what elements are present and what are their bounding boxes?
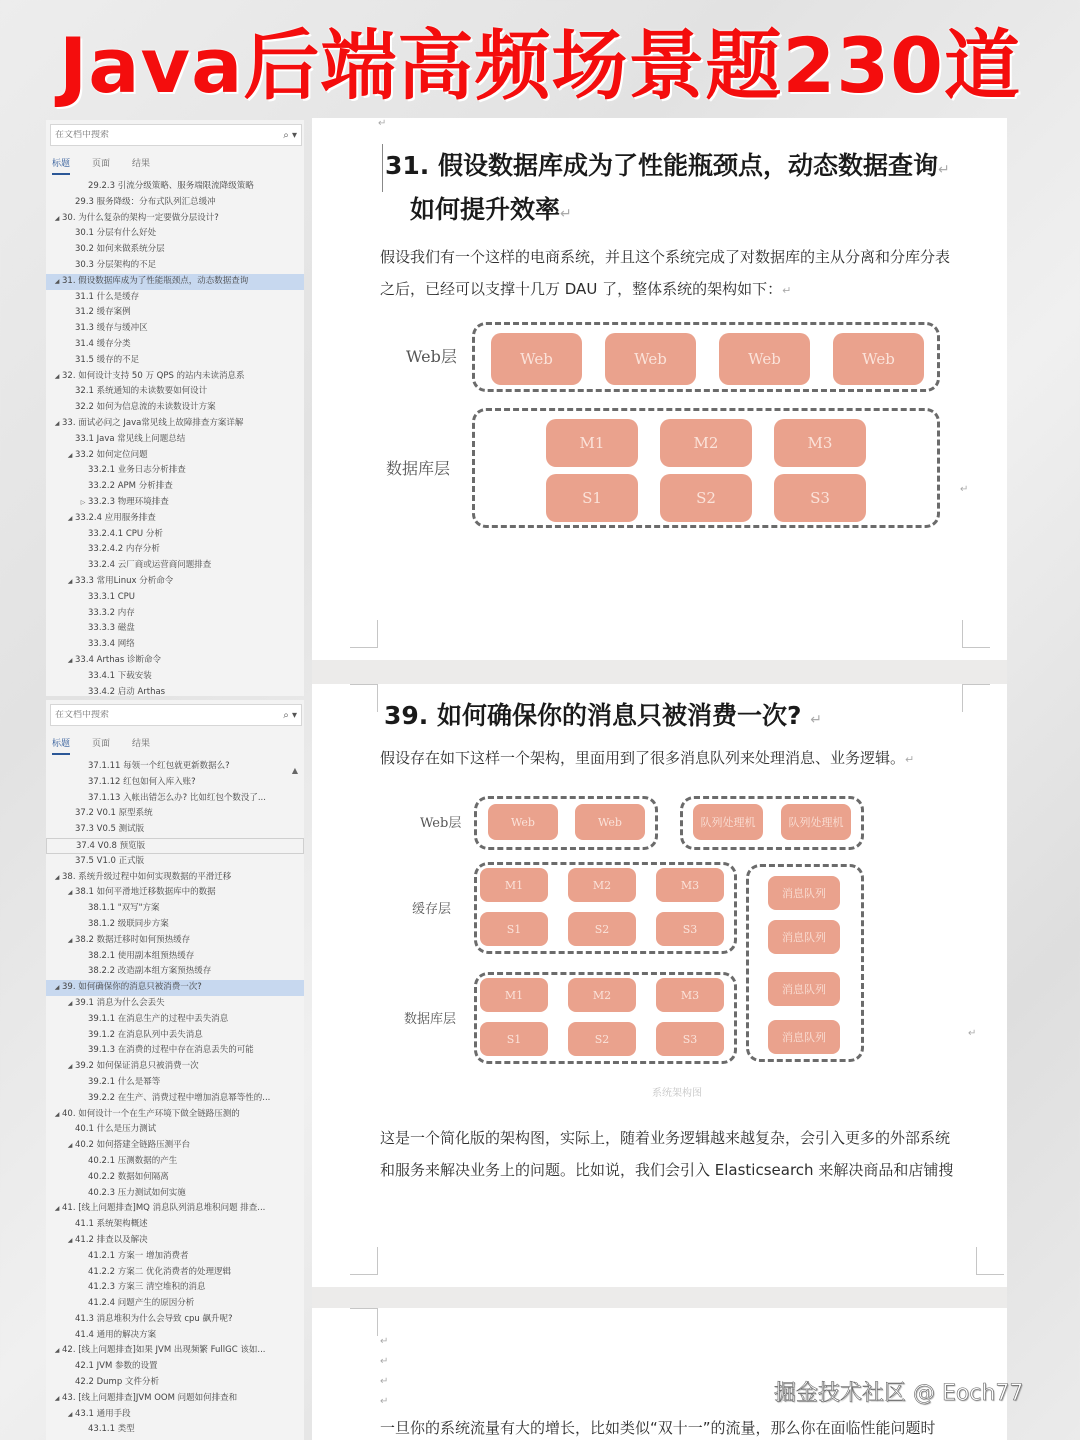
nav-heading-label: 37.1.12 红包如何入库入账? — [88, 776, 196, 787]
nav-heading-label: 33.2.1 业务日志分析排查 — [88, 465, 186, 476]
nav-heading-label: 40. 如何设计一个在生产环境下做全链路压测的 — [62, 1108, 240, 1119]
nav-heading-item[interactable] — [46, 1280, 304, 1296]
db-slave-node: S1 — [480, 1022, 548, 1056]
nav-heading-label: 29.2.3 引流分级策略、服务端限流降级策略 — [88, 181, 254, 191]
nav-heading-label: 33.3.4 网络 — [88, 639, 135, 650]
nav-heading-item[interactable] — [46, 759, 304, 775]
master-node: M2 — [660, 419, 752, 467]
nav-heading-item[interactable] — [46, 933, 304, 949]
nav-heading-label: 39.1.2 在消息队列中丢失消息 — [88, 1029, 203, 1040]
nav-heading-item[interactable] — [46, 1201, 304, 1217]
document-page — [312, 684, 1007, 1287]
nav-heading-label: 41.2.2 方案二 优化消费者的处理逻辑 — [88, 1266, 231, 1277]
nav-heading-item[interactable] — [46, 511, 304, 527]
nav-heading-item[interactable] — [46, 1059, 304, 1075]
nav-heading-label: 33.4 Arthas 诊断命令 — [75, 654, 161, 665]
nav-heading-label: 33.2.4 应用服务排查 — [75, 512, 156, 523]
nav-heading-item[interactable] — [46, 949, 304, 965]
search-icon[interactable]: ⌕ ▾ — [283, 129, 297, 141]
nav-heading-item[interactable] — [46, 495, 304, 511]
nav-heading-label: 41.1 系统架构概述 — [75, 1219, 148, 1230]
paragraph-mark-icon: ↵ — [378, 118, 387, 129]
body-paragraph: 一旦你的系统流量有大的增长，比如类似“双十一”的流量，那么你在面临性能问题时 — [380, 1419, 936, 1437]
nav-heading-item[interactable] — [46, 637, 304, 653]
nav-heading-label: 37.5 V1.0 正式版 — [75, 855, 145, 866]
nav-heading-item[interactable] — [46, 791, 304, 807]
nav-heading-label: 33.4.2 启动 Arthas — [88, 686, 166, 697]
nav-heading-item[interactable] — [46, 870, 304, 886]
nav-heading-label: 38. 系统升级过程中如何实现数据的平滑迁移 — [62, 871, 232, 882]
nav-heading-label: 41.2 排查以及解决 — [75, 1234, 148, 1245]
nav-heading-label: 39.1.3 在消费的过程中存在消息丢失的可能 — [88, 1045, 254, 1056]
slave-node: S1 — [546, 474, 638, 522]
nav-heading-item[interactable] — [46, 1122, 304, 1138]
nav-heading-item[interactable] — [46, 1359, 304, 1375]
web-node: Web — [488, 804, 558, 840]
cache-master-node: M2 — [568, 868, 636, 902]
page-corner-mark — [962, 684, 990, 712]
nav-heading-item[interactable] — [46, 305, 304, 321]
paragraph-mark-icon: ↵ — [380, 1396, 389, 1407]
expand-toggle-icon[interactable]: ◢ — [67, 1236, 73, 1244]
db-master-node: M2 — [568, 978, 636, 1012]
tab-pages[interactable]: 页面 — [92, 739, 111, 749]
nav-heading-label: 39.1.1 在消息生产的过程中丢失消息 — [88, 1013, 229, 1024]
nav-heading-label: 30.1 分层有什么好处 — [75, 228, 157, 239]
web-layer-label: Web层 — [406, 347, 457, 366]
tab-results[interactable]: 结果 — [132, 739, 151, 749]
db-slave-node: S3 — [656, 1022, 724, 1056]
nav-heading-item[interactable] — [46, 242, 304, 258]
nav-heading-label: 33.2 如何定位问题 — [75, 449, 148, 460]
nav-heading-item[interactable] — [46, 606, 304, 622]
body-paragraph: 假设我们有一个这样的电商系统，并且这个系统完成了对数据库的主从分离和分库分表 — [380, 248, 951, 266]
db-slave-node: S2 — [568, 1022, 636, 1056]
expand-toggle-icon[interactable]: ◢ — [54, 1347, 60, 1355]
nav-heading-item[interactable] — [46, 527, 304, 543]
search-input[interactable] — [55, 130, 279, 140]
expand-toggle-icon[interactable]: ◢ — [67, 514, 73, 522]
nav-heading-label: 41.4 通用的解决方案 — [75, 1329, 157, 1340]
nav-heading-label: 42.1 JVM 参数的设置 — [75, 1361, 158, 1372]
expand-toggle-icon[interactable]: ◢ — [54, 1205, 60, 1213]
web-node: Web — [575, 804, 645, 840]
search-icon[interactable]: ⌕ ▾ — [283, 709, 297, 721]
nav-heading-item[interactable] — [46, 1312, 304, 1328]
nav-heading-label: 41.3 消息堆积为什么会导致 cpu 飙升呢? — [75, 1313, 233, 1324]
nav-heading-label: 39.2.1 什么是幂等 — [88, 1076, 161, 1087]
queue-processor-node: 队列处理机 — [693, 804, 763, 840]
nav-heading-item[interactable] — [46, 1107, 304, 1123]
nav-heading-item[interactable] — [46, 917, 304, 933]
expand-toggle-icon[interactable]: ◢ — [54, 1394, 60, 1402]
expand-toggle-icon[interactable]: ◢ — [67, 1142, 73, 1150]
nav-heading-label: 31. 假设数据库成为了性能瓶颈点，动态数据查询 — [62, 275, 249, 286]
nav-heading-item[interactable] — [46, 448, 304, 464]
watermark: 掘金技术社区 @ Eoch77 — [774, 1381, 1024, 1406]
heading-31-cont: 如何提升效率↵ — [410, 195, 572, 224]
expand-toggle-icon[interactable]: ◢ — [67, 936, 73, 944]
web-layer-label: Web层 — [420, 816, 462, 831]
nav-heading-item[interactable] — [46, 542, 304, 558]
nav-heading-label: 33.2.2 APM 分析排查 — [88, 481, 173, 492]
nav-heading-label: 31.4 缓存分类 — [75, 338, 131, 349]
nav-heading-item[interactable] — [46, 1296, 304, 1312]
slave-node: S2 — [660, 474, 752, 522]
nav-heading-item[interactable] — [46, 290, 304, 306]
expand-toggle-icon[interactable]: ◢ — [54, 214, 60, 222]
nav-heading-label: 38.2.1 使用副本组预热缓存 — [88, 950, 195, 961]
nav-heading-item[interactable] — [46, 1075, 304, 1091]
expand-toggle-icon[interactable]: ◢ — [67, 577, 73, 585]
nav-heading-label: 37.1.13 入帐出错怎么办? 比如红包个数没了... — [88, 792, 266, 803]
tab-results[interactable]: 结果 — [132, 159, 151, 169]
nav-heading-item[interactable] — [46, 479, 304, 495]
cache-master-node: M3 — [656, 868, 724, 902]
nav-heading-label: 38.2 数据迁移时如何预热缓存 — [75, 934, 191, 945]
nav-heading-item[interactable] — [46, 195, 304, 211]
master-node: M1 — [546, 419, 638, 467]
nav-heading-item[interactable] — [46, 901, 304, 917]
tab-headings[interactable]: 标题 — [52, 736, 70, 755]
nav-heading-label: 31.1 什么是缓存 — [75, 291, 140, 302]
page-corner-mark — [976, 1247, 1004, 1275]
body-paragraph: 假设存在如下这样一个架构，里面用到了很多消息队列来处理消息、业务逻辑。↵ — [380, 749, 915, 767]
nav-heading-item[interactable] — [46, 1170, 304, 1186]
diagram-caption: 系统架构图 — [652, 1088, 702, 1099]
message-queue-node: 消息队列 — [768, 876, 840, 910]
nav-heading-item[interactable] — [46, 838, 304, 854]
nav-heading-item[interactable] — [46, 369, 304, 385]
navigation-pane-top — [46, 120, 304, 696]
nav-heading-item[interactable] — [46, 980, 304, 996]
nav-heading-label: 40.2.3 压力测试如何实施 — [88, 1187, 186, 1198]
nav-heading-label: 31.2 缓存案例 — [75, 307, 131, 318]
expand-toggle-icon[interactable]: ◢ — [54, 277, 60, 285]
message-queue-node: 消息队列 — [768, 972, 840, 1006]
nav-heading-item[interactable] — [46, 775, 304, 791]
nav-heading-label: 33.2.3 物理环境排查 — [88, 496, 169, 507]
nav-heading-label: 29.3 服务降级：分布式队列汇总缓冲 — [75, 196, 216, 207]
nav-heading-item[interactable] — [46, 432, 304, 448]
nav-heading-label: 42. [线上问题排查]如果 JVM 出现频繁 FullGC 该如... — [62, 1345, 266, 1356]
nav-heading-label: 39. 如何确保你的消息只被消费一次? — [62, 982, 202, 993]
nav-heading-label: 38.1.1 "双写"方案 — [88, 903, 160, 914]
nav-heading-label: 33.2.4.2 内存分析 — [88, 544, 160, 555]
nav-heading-label: 39.2 如何保证消息只被消费一次 — [75, 1061, 199, 1072]
web-node: Web — [719, 333, 810, 385]
nav-heading-item[interactable] — [46, 590, 304, 606]
queue-processor-node: 队列处理机 — [781, 804, 851, 840]
nav-heading-label: 33.2.4.1 CPU 分析 — [88, 528, 163, 539]
nav-heading-item[interactable] — [46, 400, 304, 416]
nav-heading-label: 43.1 通用手段 — [75, 1408, 131, 1419]
expand-toggle-icon[interactable]: ◢ — [67, 451, 73, 459]
nav-heading-item[interactable] — [46, 1091, 304, 1107]
nav-heading-item[interactable] — [46, 1233, 304, 1249]
nav-heading-label: 40.2 如何搭建全链路压测平台 — [75, 1140, 191, 1151]
nav-heading-label: 37.1.11 每领一个红包就更新数据么? — [88, 761, 230, 771]
paragraph-mark-icon: ↵ — [380, 1376, 389, 1387]
expand-toggle-icon[interactable]: ◢ — [54, 984, 60, 992]
nav-heading-label: 30.3 分层架构的不足 — [75, 259, 157, 270]
nav-heading-item[interactable] — [46, 685, 304, 701]
nav-heading-item[interactable] — [46, 806, 304, 822]
message-queue-node: 消息队列 — [768, 1020, 840, 1054]
cache-master-node: M1 — [480, 868, 548, 902]
document-view[interactable] — [312, 118, 1007, 1440]
tab-pages[interactable]: 页面 — [92, 159, 111, 169]
nav-heading-item[interactable] — [46, 1217, 304, 1233]
heading-tree — [46, 755, 304, 1438]
db-master-node: M3 — [656, 978, 724, 1012]
nav-heading-label: 33.2.4 云厂商或运营商问题排查 — [88, 560, 212, 571]
heading-tree — [46, 175, 304, 700]
nav-heading-item[interactable] — [46, 384, 304, 400]
nav-heading-item[interactable] — [46, 416, 304, 432]
nav-heading-label: 43. [线上问题排查]JVM OOM 问题如何排查和 — [62, 1392, 238, 1403]
nav-heading-item[interactable] — [46, 1012, 304, 1028]
nav-heading-item[interactable] — [46, 1407, 304, 1423]
message-queue-node: 消息队列 — [768, 920, 840, 954]
banner — [0, 0, 1080, 118]
nav-heading-item[interactable] — [46, 179, 304, 195]
expand-toggle-icon[interactable]: ◢ — [54, 419, 60, 427]
db-master-node: M1 — [480, 978, 548, 1012]
paragraph-mark-icon: ↵ — [968, 1028, 977, 1039]
expand-toggle-icon[interactable]: ◢ — [67, 1063, 73, 1071]
nav-heading-label: 33.1 Java 常见线上问题总结 — [75, 433, 186, 444]
nav-heading-item[interactable] — [46, 1186, 304, 1202]
nav-heading-item[interactable] — [46, 258, 304, 274]
nav-heading-item[interactable] — [46, 463, 304, 479]
expand-toggle-icon[interactable]: ◢ — [54, 1110, 60, 1118]
paragraph-mark-icon: ↵ — [380, 1336, 389, 1347]
nav-heading-label: 31.3 缓存与缓冲区 — [75, 323, 148, 334]
nav-heading-item[interactable] — [46, 854, 304, 870]
cache-slave-node: S1 — [480, 912, 548, 946]
nav-heading-item[interactable] — [46, 337, 304, 353]
page-corner-mark — [350, 684, 378, 712]
nav-heading-item[interactable] — [46, 558, 304, 574]
nav-heading-item[interactable] — [46, 1154, 304, 1170]
nav-heading-label: 37.4 V0.8 预览版 — [76, 840, 146, 851]
nav-heading-label: 40.1 什么是压力测试 — [75, 1124, 157, 1135]
page-corner-mark — [350, 1308, 378, 1336]
paragraph-mark-icon: ↵ — [960, 484, 969, 495]
nav-heading-item[interactable] — [46, 211, 304, 227]
nav-heading-label: 41. [线上问题排查]MQ 消息队列消息堆积问题 排查... — [62, 1203, 266, 1214]
nav-tabs — [46, 146, 304, 175]
body-paragraph: 这是一个简化版的架构图，实际上，随着业务逻辑越来越复杂，会引入更多的外部系统 — [380, 1129, 951, 1147]
nav-heading-label: 38.1.2 级联同步方案 — [88, 918, 169, 929]
nav-heading-item[interactable] — [46, 1328, 304, 1344]
nav-heading-item[interactable] — [46, 996, 304, 1012]
nav-heading-item[interactable] — [46, 1375, 304, 1391]
master-node: M3 — [774, 419, 866, 467]
nav-heading-item[interactable] — [46, 1028, 304, 1044]
nav-heading-item[interactable] — [46, 964, 304, 980]
search-box[interactable] — [50, 124, 302, 146]
cache-slave-node: S3 — [656, 912, 724, 946]
nav-heading-label: 41.2.1 方案一 增加消费者 — [88, 1250, 189, 1261]
nav-heading-label: 31.5 缓存的不足 — [75, 354, 140, 365]
search-box[interactable] — [50, 704, 302, 726]
nav-heading-label: 43.1.1 类型 — [88, 1424, 135, 1435]
nav-heading-label: 37.3 V0.5 测试版 — [75, 824, 145, 835]
web-node: Web — [605, 333, 696, 385]
nav-heading-item[interactable] — [46, 621, 304, 637]
nav-heading-label: 39.1 消息为什么会丢失 — [75, 997, 165, 1008]
expand-toggle-icon[interactable]: ◢ — [67, 999, 73, 1007]
nav-heading-item[interactable] — [46, 885, 304, 901]
nav-heading-item[interactable] — [46, 321, 304, 337]
nav-heading-item[interactable] — [46, 1391, 304, 1407]
nav-heading-item[interactable] — [46, 353, 304, 369]
nav-heading-label: 38.1 如何平滑地迁移数据库中的数据 — [75, 887, 216, 898]
nav-heading-label: 33.3.1 CPU — [88, 591, 136, 602]
expand-toggle-icon[interactable]: ◢ — [67, 1410, 73, 1418]
nav-heading-label: 41.2.3 方案三 清空堆积的消息 — [88, 1282, 206, 1293]
cache-slave-node: S2 — [568, 912, 636, 946]
nav-heading-label: 30.2 如何来做系统分层 — [75, 244, 165, 255]
nav-heading-label: 37.2 V0.1 原型系统 — [75, 808, 153, 819]
nav-heading-item[interactable] — [46, 1265, 304, 1281]
nav-heading-item[interactable] — [46, 1138, 304, 1154]
expand-toggle-icon[interactable]: ◢ — [67, 889, 73, 897]
page-corner-mark — [962, 620, 990, 648]
heading-39: 39. 如何确保你的消息只被消费一次? ↵ — [384, 701, 822, 730]
nav-heading-label: 40.2.2 数据如何隔离 — [88, 1171, 169, 1182]
expand-toggle-icon[interactable]: ◢ — [54, 372, 60, 380]
cache-layer-label: 缓存层 — [412, 902, 452, 917]
scroll-up-arrow-icon[interactable]: ▲ — [291, 766, 298, 775]
nav-heading-label: 39.2.2 在生产、消费过程中增加消息幂等性的... — [88, 1092, 271, 1103]
nav-heading-label: 32. 如何设计支持 50 万 QPS 的站内未读消息系 — [62, 370, 245, 381]
navigation-pane-bottom — [46, 700, 304, 1440]
expand-toggle-icon[interactable]: ◢ — [67, 656, 73, 664]
nav-heading-label: 32.2 如何为信息流的未读数设计方案 — [75, 402, 216, 413]
db-layer-label: 数据库层 — [386, 459, 451, 478]
body-paragraph: 之后，已经可以支撑十几万 DAU 了，整体系统的架构如下：↵ — [380, 280, 792, 298]
page-corner-mark — [350, 620, 378, 648]
nav-heading-item[interactable] — [46, 669, 304, 685]
search-input[interactable] — [55, 710, 279, 720]
web-node: Web — [833, 333, 924, 385]
heading-31: 31. 假设数据库成为了性能瓶颈点，动态数据查询↵ — [382, 144, 950, 192]
nav-heading-item[interactable] — [46, 226, 304, 242]
nav-tabs — [46, 726, 304, 755]
nav-heading-label: 41.2.4 问题产生的原因分析 — [88, 1298, 195, 1309]
slave-node: S3 — [774, 474, 866, 522]
db-layer-label: 数据库层 — [404, 1012, 457, 1027]
nav-heading-item[interactable] — [46, 1043, 304, 1059]
nav-heading-label: 40.2.1 压测数据的产生 — [88, 1155, 178, 1166]
nav-heading-label: 33.3.3 磁盘 — [88, 623, 135, 634]
expand-toggle-icon[interactable]: ▷ — [80, 498, 86, 506]
nav-heading-label: 30. 为什么复杂的架构一定要做分层设计? — [62, 212, 219, 223]
nav-heading-item[interactable] — [46, 1249, 304, 1265]
web-node: Web — [491, 333, 582, 385]
page-corner-mark — [350, 1247, 378, 1275]
nav-heading-item[interactable] — [46, 1343, 304, 1359]
document-page — [312, 118, 1007, 660]
nav-heading-label: 33.3 常用Linux 分析命令 — [75, 575, 174, 586]
nav-heading-label: 38.2.2 改造副本组方案预热缓存 — [88, 966, 212, 977]
document-page — [312, 1308, 1007, 1440]
nav-heading-label: 42.2 Dump 文件分析 — [75, 1377, 159, 1388]
nav-heading-item[interactable] — [46, 822, 304, 838]
nav-heading-item[interactable] — [46, 574, 304, 590]
nav-heading-label: 32.1 系统通知的未读数要如何设计 — [75, 386, 208, 397]
nav-heading-label: 33.3.2 内存 — [88, 607, 135, 618]
paragraph-mark-icon: ↵ — [380, 1356, 389, 1367]
nav-heading-label: 33. 面试必问之 Java常见线上故障排查方案详解 — [62, 417, 244, 428]
nav-heading-item[interactable] — [46, 653, 304, 669]
banner-title: Java后端高频场景题230道 — [58, 20, 1022, 110]
tab-headings[interactable]: 标题 — [52, 156, 70, 175]
nav-heading-item[interactable] — [46, 274, 304, 290]
body-paragraph: 和服务来解决业务上的问题。比如说，我们会引入 Elasticsearch 来解决商品和店铺搜 — [380, 1161, 954, 1179]
expand-toggle-icon[interactable]: ◢ — [54, 873, 60, 881]
nav-heading-item[interactable] — [46, 1422, 304, 1438]
nav-heading-label: 33.4.1 下载安装 — [88, 670, 152, 681]
